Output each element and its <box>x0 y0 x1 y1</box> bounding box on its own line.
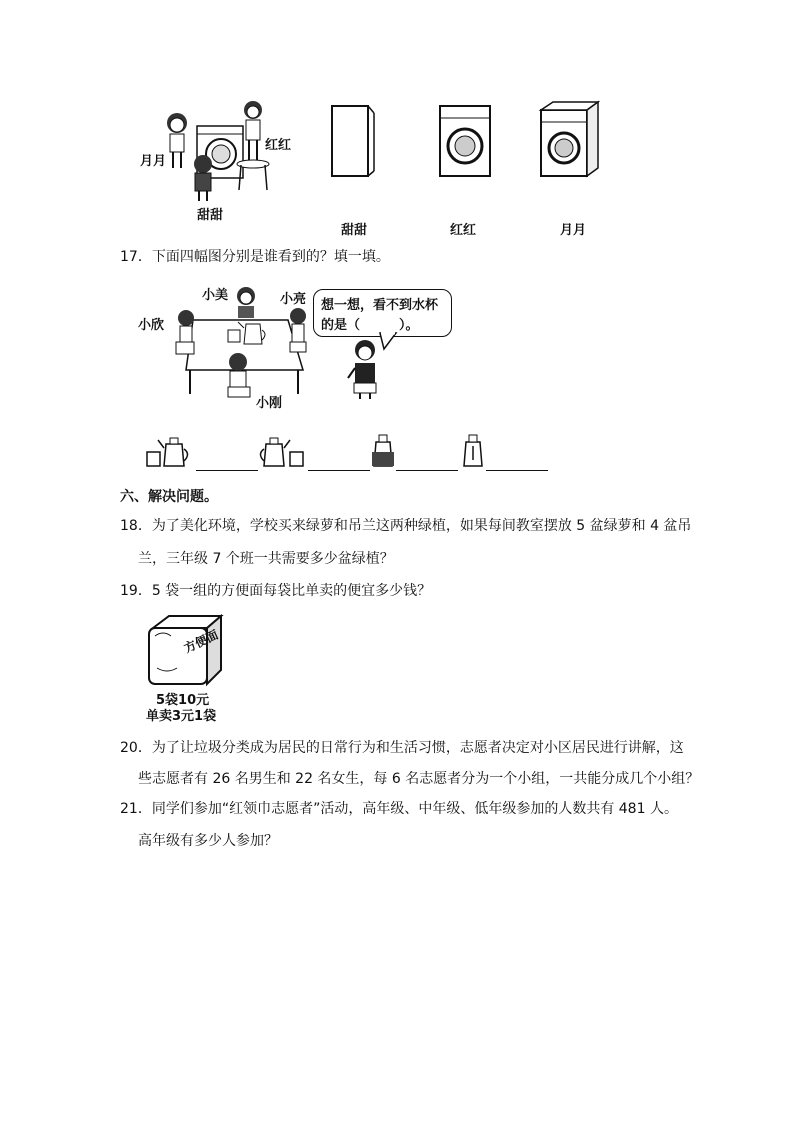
label-xiaomei: 小美 <box>202 288 229 303</box>
view-pot-back-image <box>370 430 396 470</box>
view-pot-front-image <box>460 430 486 470</box>
view-pot-cup-right-image <box>258 432 308 470</box>
answer-blank-3[interactable] <box>396 453 458 471</box>
question-20-line-2: 些志愿者有 26 名男生和 22 名女生，每 6 名志愿者分为一个小组，一共能分成几个小组？ <box>138 771 700 787</box>
price-bundle: 5袋10元 <box>156 693 210 708</box>
question-20-line-1: 20．为了让垃圾分类成为居民的日常行为和生活习惯，志愿者决定对小区居民进行讲解，这 <box>120 740 684 756</box>
side-view-machine-image <box>328 103 378 179</box>
section-6-heading: 六、解决问题。 <box>120 489 218 505</box>
question-19-text: 19．5 袋一组的方便面每袋比单卖的便宜多少钱？ <box>120 583 432 599</box>
front-view-machine-image <box>437 103 493 179</box>
thinking-girl-figure <box>340 338 390 400</box>
q17-table-scene <box>138 282 308 411</box>
label-tiantian: 甜甜 <box>197 208 224 223</box>
question-21-line-2: 高年级有多少人参加？ <box>138 833 278 849</box>
answer-blank-2[interactable] <box>308 453 370 471</box>
price-single: 单卖3元1袋 <box>146 709 217 724</box>
noodle-package-image <box>143 612 225 688</box>
question-21-line-1: 21．同学们参加“红领巾志愿者”活动，高年级、中年级、低年级参加的人数共有 481 人。 <box>120 801 678 817</box>
q16-scene-figure <box>135 98 305 223</box>
label-honghong: 红红 <box>265 138 292 153</box>
answer-blank-1[interactable] <box>196 453 258 471</box>
view-label-1: 甜甜 <box>341 223 368 238</box>
view-pot-cup-left-image <box>144 432 192 470</box>
view-label-3: 月月 <box>560 223 587 238</box>
speech-bubble <box>313 289 452 337</box>
package-label: 方便面 <box>181 627 221 656</box>
question-18-line-1: 18．为了美化环境，学校买来绿萝和吊兰这两种绿植，如果每间教室摆放 5 盆绿萝和 4 盆吊 <box>120 518 692 534</box>
angled-view-machine-image <box>538 100 602 180</box>
label-yueyue: 月月 <box>140 154 167 169</box>
bubble-line-1: 想一想，看不到水杯 <box>321 298 439 313</box>
bubble-line-2: 的是（ ）。 <box>321 318 419 333</box>
answer-blank-4[interactable] <box>486 453 548 471</box>
question-17-text: 17．下面四幅图分别是谁看到的？填一填。 <box>120 249 390 265</box>
label-xiaoxin: 小欣 <box>138 318 165 333</box>
question-18-line-2: 兰，三年级 7 个班一共需要多少盆绿植？ <box>138 551 394 567</box>
label-xiaogang: 小刚 <box>256 396 283 411</box>
label-xiaoliang: 小亮 <box>280 292 307 307</box>
view-label-2: 红红 <box>450 223 477 238</box>
